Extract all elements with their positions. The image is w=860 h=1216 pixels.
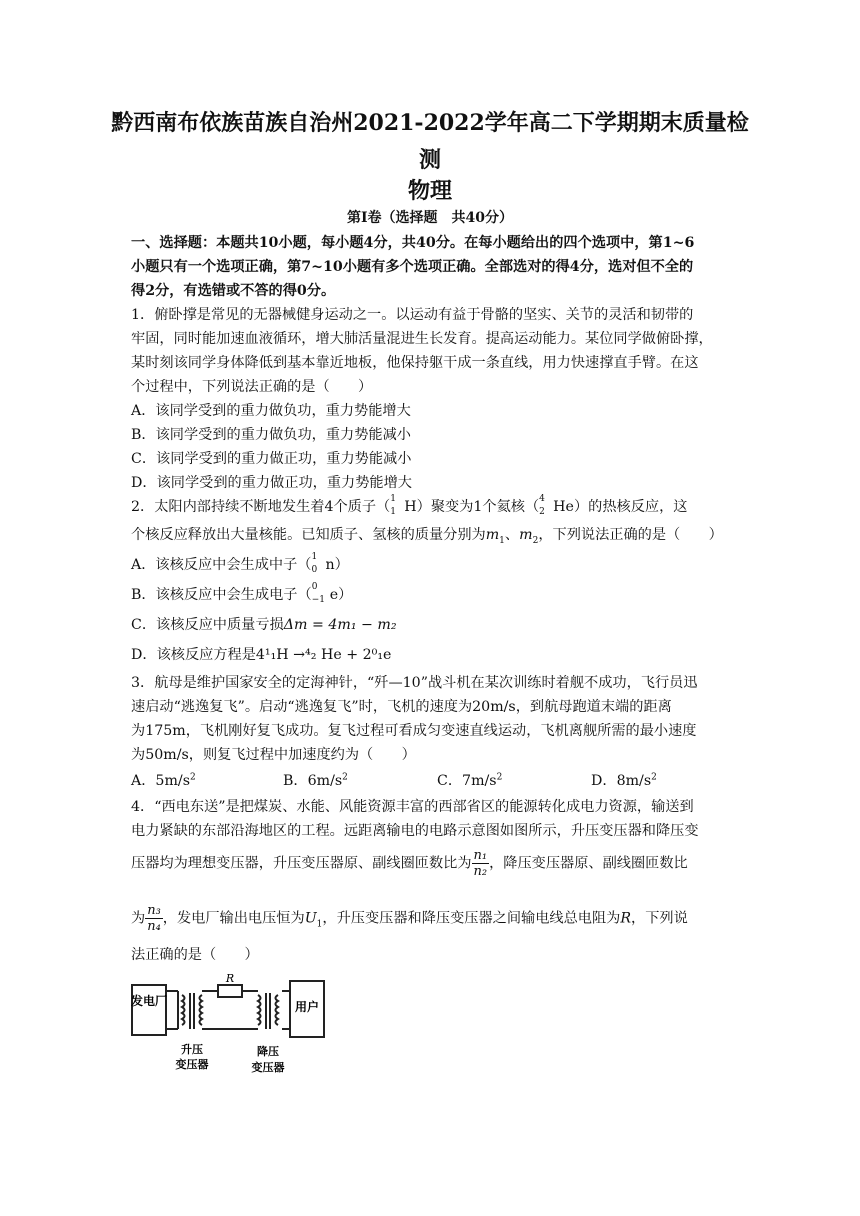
- resistor: [218, 985, 242, 997]
- q1-line1: 1．俯卧撑是常见的无器械健身运动之一。以运动有益于骨骼的坚实、关节的灵活和韧带的: [131, 307, 694, 323]
- instructions-line2: 小题只有一个选项正确，第7~10小题有多个选项正确。全部选对的得4分，选对但不全的: [131, 259, 694, 275]
- resistor-label: [225, 973, 234, 985]
- q1-line2: 牢固，同时能加速血液循环，增大肺活量混进生长发育。提高运动能力。某位同学做俯卧撑，: [131, 331, 713, 347]
- user-text: 用户: [294, 1000, 320, 1014]
- q3-line1: 3．航母是维护国家安全的定海神针，“歼—10”战斗机在某次训练时着舰不成功，飞行员迅: [131, 675, 698, 691]
- step-down-primary-coil: [258, 995, 261, 1025]
- step-down-label-1: 降压: [257, 1046, 279, 1058]
- step-up-label-2: 变压器: [175, 1059, 209, 1071]
- q3-line2: 速启动“逃逸复飞”。启动“逃逸复飞”时，飞机的速度为20m/s，到航母跑道末端的距离: [131, 699, 672, 715]
- q1-option-c: C．该同学受到的重力做正功，重力势能减小: [131, 451, 412, 467]
- ratio-n3-n4: $\frac{\text{n₃}}{\text{n₄}}$: [147, 903, 161, 934]
- exam-title-line2: 测: [418, 147, 441, 173]
- q1-option-a: A．该同学受到的重力做负功，重力势能增大: [131, 403, 411, 419]
- subject-title: 物理: [407, 178, 452, 204]
- section-heading: 第Ⅰ卷（选择题 共40分）: [346, 210, 514, 226]
- q1-line3: 某时刻该同学身体降低到基本靠近地板，他保持躯干成一条直线，用力快速撑直手臂。在这: [131, 355, 699, 371]
- instructions-line1: 一、选择题：本题共10小题，每小题4分，共40分。在每小题给出的四个选项中，第1~6: [131, 235, 695, 251]
- q2-option-c: C．该核反应中质量亏损Δm = 4m₁ − m₂: [131, 617, 397, 633]
- q2-option-a: A．该核反应中会生成中子（ 1 0 n）: [131, 552, 349, 575]
- q4-line4: 为 $\frac{\text{n₃}}{\text{n₄}}$ ，发电厂输出电压恒为$U_1$，升压变压器和降压变压器之间输电线总电阻为R，下列说: [131, 903, 688, 934]
- q2-line2: 个核反应释放出大量核能。已知质子、氢核的质量分别为$m_1$、$m_2$，下列说法正确的是（ ）: [131, 527, 723, 546]
- helium-symbol: 4 2: [539, 494, 545, 517]
- neutron-symbol: 1 0: [311, 552, 318, 575]
- user-label: [295, 999, 319, 1014]
- q2-option-b: B．该核反应中会生成电子（ 0 −1 e）: [131, 582, 353, 605]
- q2-line1: 2．太阳内部持续不断地发生着4个质子（ 1 1 H）聚变为1个氦核（ 4 2 He）的热核反应，这: [131, 494, 688, 517]
- q4-line2: 电力紧缺的东部沿海地区的工程。远距离输电的电路示意图如图所示，升压变压器和降压变: [131, 823, 699, 839]
- q4-line1: 4．“西电东送”是把煤炭、水能、风能资源丰富的西部省区的能源转化成电力资源，输送到: [131, 799, 694, 815]
- q3-option-c: C．$7m/s^2$: [437, 772, 503, 789]
- power-plant-box: [132, 985, 166, 1035]
- q2-text-c: ）的热核反应，这: [573, 499, 688, 515]
- ratio-n1-n2: $\frac{\text{n₁}}{\text{n₂}}$: [473, 848, 488, 879]
- q3-line3: 为175m，飞机刚好复飞成功。复飞过程可看成匀变速直线运动，飞机离舰所需的最小速度: [131, 723, 697, 739]
- step-up-label-1: 升压: [181, 1044, 203, 1056]
- plant-label: 发电厂: [130, 994, 168, 1008]
- q4-line5: 法正确的是（ ）: [131, 947, 259, 963]
- q2-text-b: ）聚变为1个氦核（: [416, 499, 540, 515]
- transmission-diagram: [130, 973, 330, 1083]
- q3-option-d: D．$8m/s^2$: [591, 772, 657, 789]
- step-up-secondary-coil: [200, 995, 203, 1025]
- electron-symbol: 0 −1: [311, 582, 325, 605]
- q4-line3: 压器均为理想变压器，升压变压器原、副线圈匝数比为 $\frac{\text{n₁}}{\text{n₂}}$ ，降压变压器原、副线圈匝数比: [131, 848, 688, 879]
- q1-option-b: B．该同学受到的重力做负功，重力势能减小: [131, 427, 411, 443]
- q2-text-a: 2．太阳内部持续不断地发生着4个质子（: [131, 499, 391, 515]
- r-label: R: [225, 973, 235, 985]
- q1-option-d: D．该同学受到的重力做正功，重力势能增大: [131, 475, 412, 491]
- q2-option-d: D．该核反应方程是4¹₁H →⁴₂ He + 2⁰₁e: [131, 647, 392, 663]
- q1-line4: 个过程中，下列说法正确的是（ ）: [131, 379, 373, 395]
- step-down-label-2: 变压器: [251, 1062, 285, 1074]
- step-down-secondary-coil: [276, 995, 279, 1025]
- step-up-primary-coil: [182, 995, 185, 1025]
- instructions-line3: 得2分，有选错或不答的得0分。: [131, 283, 336, 299]
- exam-title-line1: 黔西南布依族苗族自治州2021-2022学年高二下学期期末质量检: [111, 110, 749, 136]
- proton-symbol: 1 1: [390, 494, 396, 517]
- q3-option-b: B．$6m/s^2$: [283, 772, 348, 789]
- q3-line4: 为50m/s，则复飞过程中加速度约为（ ）: [131, 747, 416, 763]
- power-plant-label: [130, 993, 167, 1008]
- q3-option-a: A．$5m/s^2$: [131, 772, 196, 789]
